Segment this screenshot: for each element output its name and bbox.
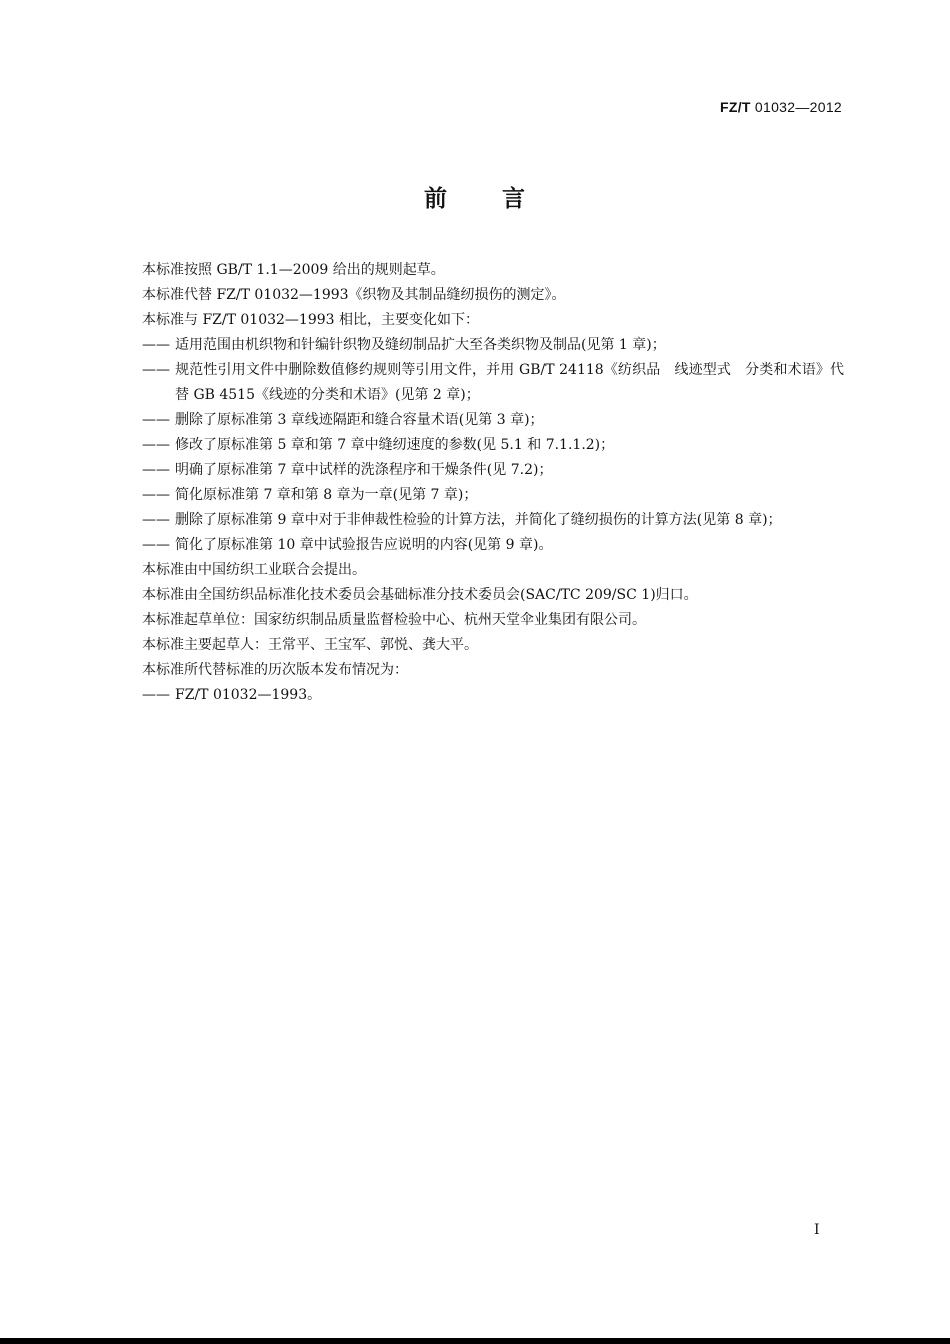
foreword-body — [142, 258, 844, 708]
standard-code-number: 01032—2012 — [750, 99, 842, 115]
change-item — [142, 458, 844, 483]
change-item-text: 简化了原标准第 10 章中试验报告应说明的内容(见第 9 章)。 — [175, 537, 553, 553]
standard-code-header — [720, 99, 842, 115]
change-item — [142, 408, 844, 433]
dash-marker: —— — [142, 362, 170, 378]
change-item-text: 简化原标准第 7 章和第 8 章为一章(见第 7 章)； — [175, 487, 478, 503]
change-item-text: 删除了原标准第 9 章中对于非伸裁性检验的计算方法，并简化了缝纫损伤的计算方法(见第 8 章)； — [175, 512, 782, 528]
change-item-text: 删除了原标准第 3 章线迹隔距和缝合容量术语(见第 3 章)； — [175, 412, 544, 428]
change-item-text: 修改了原标准第 5 章和第 7 章中缝纫速度的参数(见 5.1 和 7.1.1.2)； — [175, 437, 615, 453]
history-item-text: FZ/T 01032—1993。 — [175, 687, 322, 703]
title-char-1: 前 — [424, 186, 448, 212]
change-item — [142, 533, 844, 558]
page-title — [0, 180, 950, 213]
dash-marker: —— — [142, 412, 170, 428]
change-item — [142, 333, 844, 358]
paragraph-drafting-units: 本标准起草单位：国家纺织制品质量监督检验中心、杭州天堂伞业集团有限公司。 — [142, 612, 646, 628]
dash-marker: —— — [142, 462, 170, 478]
history-item — [142, 683, 844, 708]
paragraph-changes-intro: 本标准与 FZ/T 01032—1993 相比，主要变化如下： — [142, 312, 480, 328]
dash-marker: —— — [142, 437, 170, 453]
dash-marker: —— — [142, 537, 170, 553]
change-item — [142, 358, 844, 408]
paragraph-drafters: 本标准主要起草人：王常平、王宝军、郭悦、龚大平。 — [142, 637, 478, 653]
change-item-text: 适用范围由机织物和针编针织物及缝纫制品扩大至各类织物及制品(见第 1 章)； — [175, 337, 666, 353]
page-number: I — [814, 1222, 820, 1238]
change-item — [142, 433, 844, 458]
paragraph-history-intro: 本标准所代替标准的历次版本发布情况为： — [142, 662, 408, 678]
change-item — [142, 508, 844, 533]
change-item-text: 明确了原标准第 7 章中试样的洗涤程序和干燥条件(见 7.2)； — [175, 462, 553, 478]
title-char-2: 言 — [502, 186, 526, 212]
change-item-text: 规范性引用文件中删除数值修约规则等引用文件，并用 GB/T 24118《纺织品 线迹型式 分类和术语》代替 GB 4515《线迹的分类和术语》(见第 2 章)； — [175, 362, 844, 403]
change-item — [142, 483, 844, 508]
paragraph-replaces: 本标准代替 FZ/T 01032—1993《织物及其制品缝纫损伤的测定》。 — [142, 287, 566, 303]
dash-marker: —— — [142, 337, 170, 353]
paragraph-proposed-by: 本标准由中国纺织工业联合会提出。 — [142, 562, 366, 578]
standard-code-prefix: FZ/T — [719, 99, 751, 115]
footer-rule — [0, 1338, 950, 1344]
paragraph-under-jurisdiction: 本标准由全国纺织品标准化技术委员会基础标准分技术委员会(SAC/TC 209/SC 1)归口。 — [142, 587, 698, 603]
dash-marker: —— — [142, 687, 170, 703]
dash-marker: —— — [142, 512, 170, 528]
dash-marker: —— — [142, 487, 170, 503]
paragraph-drafting-rules: 本标准按照 GB/T 1.1—2009 给出的规则起草。 — [142, 262, 445, 278]
